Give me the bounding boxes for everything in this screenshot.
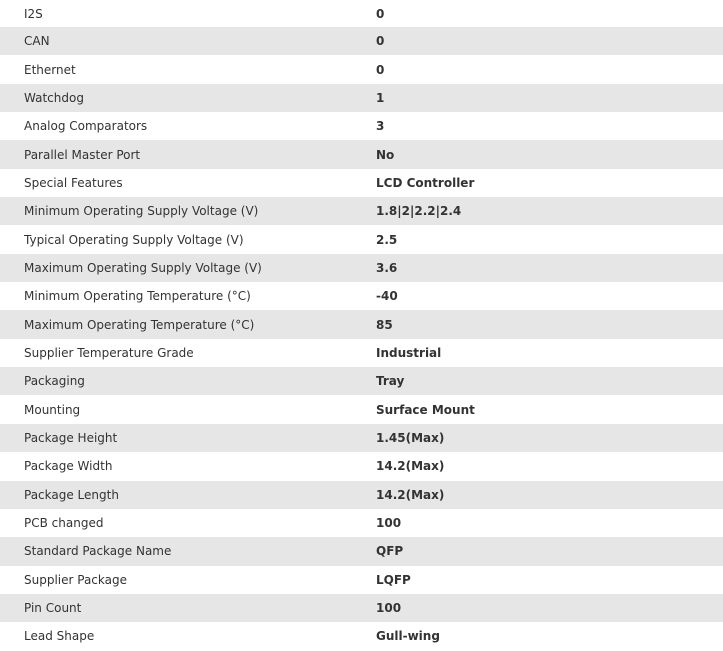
spec-row [0, 424, 723, 452]
spec-label: Watchdog [24, 90, 84, 105]
spec-row [0, 55, 723, 83]
spec-value: LQFP [376, 572, 411, 587]
spec-row [0, 339, 723, 367]
spec-row [0, 112, 723, 140]
spec-label: Special Features [24, 175, 123, 190]
spec-value: 3 [376, 119, 385, 134]
spec-label: Maximum Operating Temperature (°C) [24, 317, 255, 332]
spec-row [0, 310, 723, 338]
spec-row [0, 197, 723, 225]
spec-label: Minimum Operating Supply Voltage (V) [24, 204, 259, 219]
spec-row [0, 395, 723, 423]
spec-row [0, 225, 723, 253]
spec-label: PCB changed [24, 516, 104, 531]
spec-value: 0 [376, 62, 385, 77]
spec-value: -40 [376, 289, 398, 304]
spec-value: No [376, 147, 395, 162]
spec-value: 0 [376, 6, 385, 21]
spec-value: Gull-wing [376, 629, 440, 644]
spec-row [0, 452, 723, 480]
spec-row [0, 566, 723, 594]
spec-value: 14.2(Max) [376, 459, 445, 474]
spec-row [0, 594, 723, 622]
spec-value: 85 [376, 317, 393, 332]
spec-value: Industrial [376, 345, 442, 360]
spec-label: Parallel Master Port [24, 147, 141, 162]
spec-label: Mounting [24, 402, 81, 417]
spec-label: Package Length [24, 487, 119, 502]
spec-label: Package Width [24, 459, 113, 474]
spec-row [0, 537, 723, 565]
spec-label: Minimum Operating Temperature (°C) [24, 289, 251, 304]
spec-value: 14.2(Max) [376, 487, 445, 502]
spec-value: 2.5 [376, 232, 398, 247]
spec-row [0, 509, 723, 537]
spec-label: Analog Comparators [24, 119, 148, 134]
spec-label: Ethernet [24, 62, 76, 77]
spec-row [0, 27, 723, 55]
spec-row [0, 254, 723, 282]
spec-row [0, 140, 723, 168]
spec-value: LCD Controller [376, 175, 475, 190]
spec-value: 1.8|2|2.2|2.4 [376, 204, 462, 219]
spec-label: Packaging [24, 374, 85, 389]
spec-row [0, 367, 723, 395]
spec-value: Surface Mount [376, 402, 475, 417]
spec-row [0, 481, 723, 509]
spec-row [0, 622, 723, 650]
spec-label: Pin Count [24, 601, 82, 616]
spec-value: Tray [376, 374, 405, 389]
spec-row [0, 169, 723, 197]
spec-label: Standard Package Name [24, 544, 172, 559]
spec-label: Maximum Operating Supply Voltage (V) [24, 260, 262, 275]
spec-label: Lead Shape [24, 629, 95, 644]
spec-label: Package Height [24, 430, 118, 445]
spec-label: CAN [24, 34, 50, 49]
spec-label: I2S [24, 6, 43, 21]
spec-value: 1.45(Max) [376, 430, 445, 445]
spec-row [0, 84, 723, 112]
spec-value: QFP [376, 544, 404, 559]
spec-value: 3.6 [376, 260, 398, 275]
spec-value: 0 [376, 34, 385, 49]
spec-row [0, 282, 723, 310]
spec-label: Typical Operating Supply Voltage (V) [24, 232, 244, 247]
spec-label: Supplier Package [24, 572, 127, 587]
spec-row [0, 0, 723, 27]
spec-value: 1 [376, 90, 385, 105]
spec-value: 100 [376, 516, 402, 531]
spec-value: 100 [376, 601, 402, 616]
spec-label: Supplier Temperature Grade [24, 345, 194, 360]
